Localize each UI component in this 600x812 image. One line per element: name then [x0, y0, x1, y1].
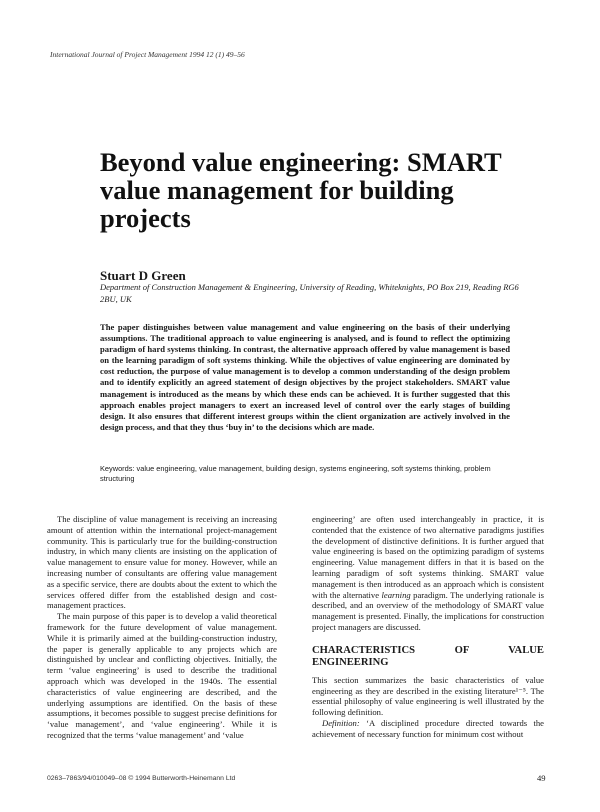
abstract-smart: SMART — [456, 377, 488, 388]
journal-citation: International Journal of Project Management 1994 12 (1) 49–56 — [50, 50, 245, 59]
right-p1-text-a: engineering’ are often used interchangeably in practice, it is contended that the existence of two alternative paradigms justifies the development of distinctive definitions. It is further argued that value engineering is based on the optimizing paradigm of systems engineering. Value management differs in that it is based on the learning paradigm of soft systems thinking. — [312, 514, 544, 578]
right-p1-text-d: value management is presented. Finally, the implications for construction project managers are discussed. — [312, 600, 544, 632]
left-paragraph-2: The main purpose of this paper is to develop a valid theoretical framework for the future development of value management. While it is primarily aimed at the building-construction industry, the paper is generally applicable to any projects which are distinguished by unclear and conflicting objectives. Initially, the term ‘value engineering’ is used to describe the traditional approach which was developed in the 1940s. The essential characteristics of value engineering are described, and the underlying assumptions are identified. On the basis of these assumptions, it becomes possible to suggest precise definitions for ‘value management’, and ‘value engineering’. While it is recognized that the terms ‘value management’ and ‘value — [47, 611, 277, 740]
keywords: Keywords: value engineering, value management, building design, systems engineering, soft systems thinking, problem structuring — [100, 464, 491, 483]
author-name: Stuart D Green — [100, 268, 186, 283]
paper-title — [100, 148, 520, 232]
title-smart: SMART — [406, 147, 502, 177]
abstract-text-2: value management is introduced as the means by which these ends can be achieved. It is further suggested that this approach enables project managers to exert an increased level of control over the early stages of building design. It also ensures that different interest groups within the client organization are actively involved in the design process, and that they thus ‘buy in’ to the decisions which are made. — [100, 377, 510, 432]
abstract — [100, 322, 510, 433]
right-paragraph-3 — [312, 718, 544, 740]
right-paragraph-1 — [312, 514, 544, 633]
definition-label: Definition: — [322, 717, 360, 728]
author-affiliation: Department of Construction Management & Engineering, University of Reading, Whiteknights, PO Box 219, Reading RG6 2BU, UK — [100, 282, 519, 304]
right-p1-text-b: value management is then introduced as an approach which is consistent with the alternative — [312, 567, 545, 600]
title-part-1: Beyond value engineering: — [100, 147, 407, 177]
title-part-2: value management for building projects — [100, 175, 454, 233]
definition-text: ‘A disciplined procedure directed towards the achievement of necessary function for minimum cost without — [312, 717, 544, 739]
right-paragraph-2: This section summarizes the basic characteristics of value engineering as they are described in the existing literature¹⁻⁵. The essential philosophy of value engineering is well illustrated by the following definition. — [312, 674, 544, 718]
right-p1-learning: learning — [381, 589, 411, 600]
right-p1-text-c: paradigm. The underlying rationale is described, and an overview of the methodology of — [312, 589, 544, 611]
copyright-footer: 0263–7863/94/010049–08 © 1994 Butterworth-Heinemann Ltd — [47, 775, 236, 782]
left-paragraph-1: The discipline of value management is receiving an increasing amount of attention within the international project-management community. This is particularly true for the building-construction industry, in which many clients are insisting on the application of value management to ensure value for money. However, while an increasing number of consultants are offering value management as a specific service, there are doubts about the extent to which the services offered differ from the established design and cost-management practices. — [47, 514, 277, 611]
right-column — [312, 514, 544, 740]
abstract-text-1: The paper distinguishes between value management and value engineering on the basis of their underlying assumptions. The traditional approach to value engineering is analysed, and is found to reflect the optimizing paradigm of hard systems thinking. In contrast, the alternative approach offered by value management is based on the learning paradigm of soft systems thinking. While the objectives of value engineering are dominated by cost reduction, the purpose of value management is to develop a common understanding of the design problem and to identify explicitly an agreed statement of design objectives by the project stakeholders. — [100, 322, 510, 388]
left-column — [47, 514, 277, 741]
right-p1-smart-2: SMART — [493, 600, 523, 611]
section-heading: CHARACTERISTICS OF VALUE ENGINEERING — [312, 644, 544, 668]
page-number: 49 — [537, 773, 546, 783]
right-p1-smart-1: SMART — [489, 567, 519, 578]
